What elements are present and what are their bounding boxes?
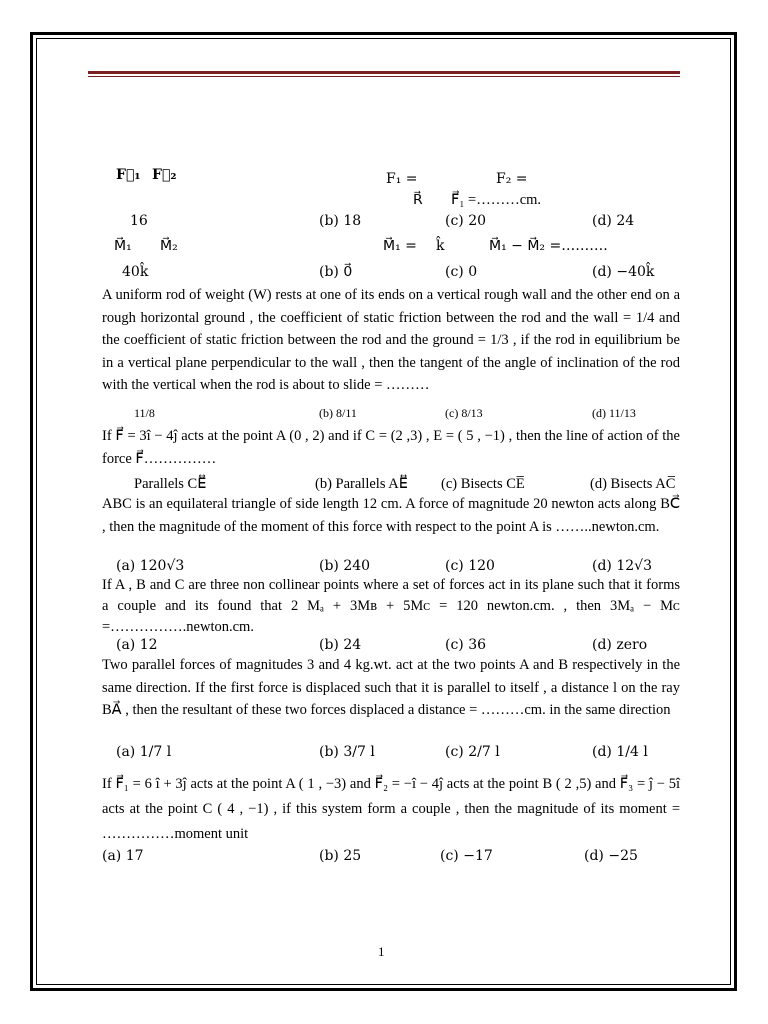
q7-option-d: (d) 1/4 l bbox=[592, 744, 648, 760]
q6-text: If A , B and C are three non collinear points where a set of forces act in its plane such that it forms a couple and its found that 2 Mₐ + 3Mʙ + 5Mᴄ = 120 newton.cm. , then 3Mₐ − Mᴄ =…………….newton.cm. bbox=[102, 577, 680, 635]
q8-option-b: (b) 25 bbox=[319, 848, 362, 864]
q4-option-b: (b) Parallels AE⃡ bbox=[315, 476, 408, 492]
q2-prompt: M⃗₁ − M⃗₂ =………. bbox=[489, 238, 608, 254]
q6-option-a: (a) 12 bbox=[116, 637, 158, 653]
header-rule bbox=[88, 71, 680, 74]
q5-text: ABC is an equilateral triangle of side length 12 cm. A force of magnitude 20 newton acts along BC⃗ , then the magnitude of the moment of this force with respect to the point A is ……..newton.cm. bbox=[102, 496, 680, 535]
q1-option-b: (b) 18 bbox=[319, 213, 362, 229]
q2-option-d: (d) −40k̂ bbox=[592, 264, 655, 280]
q8-option-c: (c) −17 bbox=[440, 848, 493, 864]
q3-option-a: 11/8 bbox=[134, 406, 155, 420]
q6-option-d: (d) zero bbox=[592, 637, 648, 653]
q1-f1-equals: F₁ = bbox=[386, 171, 418, 187]
q3-text: A uniform rod of weight (W) rests at one of its ends on a vertical rough wall and the other end on a rough horizontal ground , the coefficient of static friction between the rod and the wall = 1/4 and the coefficient of static friction between the rod and the ground = 1/3 , if the rod in equilibrium be in a vertical plane perpendicular to the wall , then the tangent of the angle of inclination of the rod with the vertical when the rod is about to slide = ……… bbox=[102, 287, 680, 393]
q2-option-b: (b) 0⃗ bbox=[319, 264, 353, 280]
q4-option-a: Parallels CE⃡ bbox=[134, 476, 207, 492]
q6-option-c: (c) 36 bbox=[445, 637, 487, 653]
q5-option-a: (a) 120√3 bbox=[116, 558, 185, 574]
q1-prompt: F⃗₁ =………cm. bbox=[451, 192, 542, 208]
q8-text: If F⃗₁ = 6 î + 3ĵ acts at the point A ( 1 , −3) and F⃗₂ = −î − 4ĵ acts at the point B ( 2 ,5) and F⃗₃ = ĵ − 5î acts at the point C ( 4 , −1) , if this system form a couple , then the magnitude of its moment = ……………moment unit bbox=[102, 776, 680, 842]
q7-text: Two parallel forces of magnitudes 3 and 4 kg.wt. act at the two points A and B respectively in the same direction. If the first force is displaced such that it is parallel to itself , a distance l on the ray BA⃗ , then the resultant of these two forces displaced a distance = ………cm. in the same direction bbox=[102, 657, 680, 718]
q7-option-b: (b) 3/7 l bbox=[319, 744, 375, 760]
q3-option-d: (d) 11/13 bbox=[592, 406, 636, 420]
q5-option-c: (c) 120 bbox=[445, 558, 495, 574]
header-rule-thin bbox=[88, 76, 680, 77]
q8-option-a: (a) 17 bbox=[102, 848, 144, 864]
q2-vector-m2: M⃗₂ bbox=[160, 238, 178, 254]
q5-option-d: (d) 12√3 bbox=[592, 558, 652, 574]
q4-option-c: (c) Bisects CE̅ bbox=[441, 476, 525, 492]
q5-option-b: (b) 240 bbox=[319, 558, 371, 574]
q2-m1-equals: M⃗₁ = bbox=[383, 238, 417, 254]
q1-option-a: 16 bbox=[130, 213, 148, 229]
q3-option-c: (c) 8/13 bbox=[445, 406, 483, 420]
q4-option-d: (d) Bisects AC̅ bbox=[590, 476, 676, 492]
q1-f2-equals: F₂ = bbox=[496, 171, 528, 187]
q2-k-hat: k̂ bbox=[436, 238, 445, 254]
page-number: 1 bbox=[378, 944, 385, 959]
q1-vector-f2: F⃗₂ bbox=[152, 167, 177, 183]
q6-option-b: (b) 24 bbox=[319, 637, 362, 653]
q3-option-b: (b) 8/11 bbox=[319, 406, 357, 420]
q1-resultant-vector: R⃗ bbox=[413, 192, 423, 208]
q7-option-a: (a) 1/7 l bbox=[116, 744, 172, 760]
q8-option-d: (d) −25 bbox=[584, 848, 638, 864]
q2-vector-m1: M⃗₁ bbox=[114, 238, 132, 254]
q7-option-c: (c) 2/7 l bbox=[445, 744, 500, 760]
q1-option-c: (c) 20 bbox=[445, 213, 487, 229]
q2-option-a: 40k̂ bbox=[122, 264, 149, 280]
q1-vector-f1: F⃗₁ bbox=[116, 167, 141, 183]
q2-option-c: (c) 0 bbox=[445, 264, 478, 280]
q1-option-d: (d) 24 bbox=[592, 213, 635, 229]
q4-text: If F⃗ = 3î − 4ĵ acts at the point A (0 , 2) and if C = (2 ,3) , E = ( 5 , −1) , then the line of action of the force F⃗…………… bbox=[102, 428, 680, 467]
